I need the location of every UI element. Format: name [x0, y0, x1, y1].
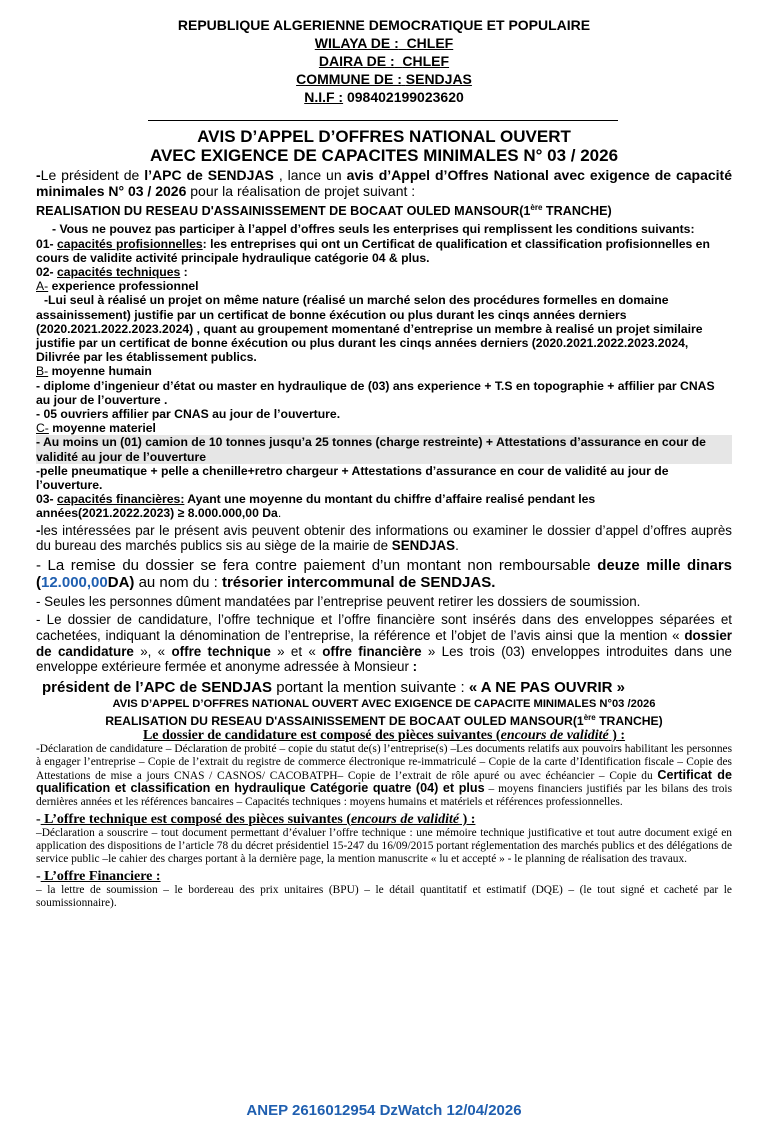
publication-reference: ANEP 2616012954 DzWatch 12/04/2026	[246, 1102, 522, 1119]
info-p4-bold-2: offre technique	[171, 643, 271, 659]
condition-b-text-1: - diplome d’ingenieur d’état ou master en hydraulique de (03) ans experience + T.S en topographie + affilier par CNAS au jour de l’ouverture .	[36, 378, 715, 407]
technique-heading-italic: encours de validité	[350, 812, 460, 828]
c1-text: : les entreprises qui ont un Certificat de qualification et classification profisionnelles en cours de validite activité principale hydraulique catégorie 04 & plus.	[36, 236, 710, 265]
info-p1-text: les intéressées par le présent avis peuvent obtenir des informations ou examiner le dossier d’appel d’offres auprès du bureau des marchés publics sis au siège de la mairie de	[36, 522, 732, 554]
info-paragraph-5	[36, 679, 732, 696]
condition-c-text-1: - Au moins un (01) camion de 10 tonnes jusqu’a 25 tonnes (charge restreinte) + Attestations d’assurance en cour de validité au jour de l’ouverture	[36, 435, 732, 463]
republic-line	[0, 16, 768, 34]
title-line-1: AVIS D’APPEL D’OFFRES NATIONAL OUVERT	[197, 127, 571, 146]
project-title	[36, 201, 732, 218]
technique-section	[36, 812, 732, 866]
intro-avis: avis d’Appel d’Offres National avec exigence de capacité minimales N° 03 / 2026	[36, 167, 733, 199]
financiere-heading-text: L’offre Financiere :	[40, 868, 161, 884]
c2-label: capacités techniques	[57, 265, 181, 279]
info-p1-end: .	[455, 538, 459, 554]
candidature-bold: Certificat de qualification et classification en hydraulique Catégorie quatre (04) et plus	[36, 767, 732, 796]
c-title: moyenne materiel	[48, 421, 156, 436]
c2-colon: :	[180, 265, 188, 279]
financiere-text: – la lettre de soumission – le bordereau des prix unitaires (BPU) – le détail quantitatif et estimatif (DQE) – (le tout signé et cacheté par le soumissionnaire).	[36, 883, 732, 909]
technique-text: –Déclaration a souscrire – tout document permettant d’évaluer l’offre technique : une mémoire technique justificative et tout autre document exigé en application des dispositions de l’article 78 du décret présidentiel 15-247 du 16/09/2015 portant réglementation des marchés publics et des délégations de service public –le cahier des charges portant à la dernière page, la mention manuscrite « lu et accepté » - le planning de réalisation des travaux.	[36, 827, 732, 865]
c3-label: capacités financières:	[57, 492, 185, 507]
intro-dash: -	[36, 167, 41, 183]
commune-label: COMMUNE DE :	[296, 71, 402, 87]
envelope-mention	[36, 698, 732, 728]
info-p1-dash: -	[36, 522, 41, 538]
mention-line-2	[36, 711, 732, 728]
info-paragraph-2	[36, 557, 732, 591]
c-label: C-	[36, 421, 49, 436]
technique-heading	[36, 812, 732, 827]
title-line-2: AVEC EXIGENCE DE CAPACITES MINIMALES N° 03 / 2026	[149, 146, 619, 165]
c1-num: 01-	[36, 236, 54, 251]
c1-label: capacités profisionnelles	[57, 236, 203, 251]
header-divider	[148, 120, 618, 121]
b-title: moyenne humain	[48, 364, 152, 379]
a-title: experience professionnel	[48, 279, 199, 294]
daira-line	[0, 52, 768, 70]
technique-dash: -	[36, 812, 41, 828]
info-p2-text-2: au nom du :	[134, 573, 222, 591]
info-p2-bold-2: DA)	[107, 573, 135, 591]
condition-b-text-2: - 05 ouvriers affilier par CNAS au jour de l’ouverture.	[36, 407, 341, 422]
commune-value: SENDJAS	[405, 71, 472, 87]
info-p4-text-3: » et «	[270, 643, 323, 659]
intro-paragraph	[36, 167, 732, 199]
candidature-heading-end: ) :	[608, 727, 626, 743]
condition-c	[36, 421, 732, 435]
info-p5-bold-2: « A NE PAS OUVRIR »	[468, 678, 625, 696]
intro-text-3: pour la réalisation de projet suivant :	[186, 183, 416, 199]
financiere-heading	[36, 869, 732, 884]
document-header	[0, 16, 768, 106]
technique-heading-end: ) :	[459, 812, 476, 828]
condition-c-text-2: -pelle pneumatique + pelle a chenille+retro chargeur + Attestations d’assurance en cour de validité au jour de l’ouverture.	[36, 463, 669, 493]
intro-apc: l’APC de SENDJAS	[144, 167, 274, 183]
notice-body	[36, 167, 732, 909]
candidature-section	[36, 728, 732, 809]
mention-line-2-main: REALISATION DU RESEAU D'ASSAINISSEMENT DE BOCAAT OULED MANSOUR(1	[105, 713, 584, 728]
info-p2-bold-1: deuze mille dinars (	[36, 556, 732, 591]
c3-num: 03-	[36, 492, 54, 507]
b-label: B-	[36, 364, 49, 379]
condition-b	[36, 364, 732, 378]
c3-dot: .	[277, 506, 282, 521]
info-p4-bold-1: dossier de candidature	[36, 628, 732, 659]
a-label: A-	[36, 279, 49, 294]
c3-text: Ayant une moyenne du montant du chiffre d’affaire realisé pendant les années(2021.2022.2023) ≥ 8.000.000,00 Da	[36, 492, 596, 521]
project-main: REALISATION DU RESEAU D'ASSAINISSEMENT DE BOCAAT OULED MANSOUR(1	[36, 204, 531, 219]
intro-text-2: , lance un	[273, 167, 347, 183]
candidature-heading	[36, 728, 732, 743]
condition-02	[36, 265, 732, 279]
notice-title	[0, 127, 768, 165]
wilaya-value: CHLEF	[406, 35, 454, 51]
financiere-section	[36, 869, 732, 910]
wilaya-line	[0, 34, 768, 52]
info-paragraph-1	[36, 523, 732, 554]
project-end: TRANCHE)	[542, 204, 612, 219]
nif-value: 098402199023620	[346, 89, 464, 105]
candidature-text	[36, 743, 732, 809]
conditions-intro: - Vous ne pouvez pas participer à l’appel d’offres seuls les enterprises qui remplissent les conditions suivants:	[52, 222, 695, 237]
mention-line-2-sup: ère	[583, 712, 596, 722]
mention-line-1: AVIS D’APPEL D’OFFRES NATIONAL OUVERT AVEC EXIGENCE DE CAPACITE MINIMALES N°03 /2026	[112, 697, 656, 710]
condition-03	[36, 492, 732, 520]
wilaya-label: WILAYA DE :	[314, 35, 399, 51]
nif-label: N.I.F :	[304, 89, 344, 105]
info-p2-bold-3: trésorier intercommunal de SENDJAS.	[221, 573, 496, 591]
financiere-dash: -	[36, 868, 41, 884]
condition-01	[36, 237, 732, 265]
info-p4-text-4: » Les trois (03) enveloppes introduites dans une enveloppe extérieure fermée et anonyme adressée à Monsieur	[36, 643, 732, 675]
condition-a	[36, 279, 732, 293]
info-p4-text-1: - Le dossier de candidature, l’offre technique et l’offre financière sont insérés dans des enveloppes séparées et cachetées, indiquant la dénomination de l’entreprise, la référence et l’objet de l’avis ainsi que la mention «	[36, 612, 732, 644]
project-sup: ère	[530, 203, 543, 212]
candidature-heading-italic: encours de validité	[500, 727, 609, 743]
daira-value: CHLEF	[402, 53, 450, 69]
info-p4-text-2: », «	[133, 643, 172, 659]
condition-a-text: -Lui seul à réalisé un projet on même nature (réalisé un marché selon des procédures formelles en domaine assainissement) justifie par un certificat de bonne éxécution ou plus durant les cinqs années derniers (2020.2021.2022.2023.2024) , quant au groupement momentané d’entreprise un membre à realisé un projet similaire justifie par un certificat de bonne éxécution ou plus durant les cinqs années derniers (2020.2021.2022.2023.2024, Dilivrée par les établissement publics.	[36, 293, 703, 365]
candidature-heading-text: Le dossier de candidature est composé des pièces suivantes (	[142, 727, 501, 743]
info-p4-bold-3: offre financière	[322, 643, 422, 659]
candidature-text-1: -Déclaration de candidature – Déclaration de probité – copie du statut de(s) l’entreprise(s) –Les documents relatifs aux pouvoirs habilitant les personnes à engager l’entreprise – Copie de l’extrait du registre de commerce électronique re-immatriculé – Copie de la carte d’Identification fiscale – Copie des Attestations de mise a jours CNAS / CASNOS/ CACOBATPH– Copie de l’extrait de rôle apuré ou avec échéancier – Copie du	[36, 743, 732, 782]
info-paragraph-3: - Seules les personnes dûment mandatées par l’entreprise peuvent retirer les dossiers de soumission.	[36, 593, 641, 609]
c2-num: 02-	[36, 265, 54, 279]
info-p1-bold: SENDJAS	[391, 538, 456, 554]
republic-text: REPUBLIQUE ALGERIENNE DEMOCRATIQUE ET POPULAIRE	[177, 17, 591, 33]
info-paragraph-4	[36, 612, 732, 674]
info-p4-colon: :	[412, 659, 418, 675]
info-p5-bold-1: président de l’APC de SENDJAS	[42, 678, 273, 696]
info-p5-text: portant la mention suivante :	[272, 678, 469, 696]
intro-text-1: Le président de	[40, 167, 145, 183]
candidature-text-2: – moyens financiers justifiés par les bilans des trois dernières années et les références bancaires – Capacités techniques : moyens humains et matériels et références professionnelles.	[36, 783, 733, 809]
nif-line	[0, 88, 768, 106]
daira-label: DAIRA DE :	[318, 53, 395, 69]
mention-line-2-end: TRANCHE)	[595, 713, 663, 728]
commune-line	[0, 70, 768, 88]
info-p2-amount: 12.000,00	[41, 573, 108, 591]
conditions-section	[36, 222, 732, 520]
info-p2-text: - La remise du dossier se fera contre paiement d’un montant non remboursable	[36, 556, 598, 574]
technique-heading-text: L’offre technique est composé des pièces suivantes (	[40, 812, 351, 828]
